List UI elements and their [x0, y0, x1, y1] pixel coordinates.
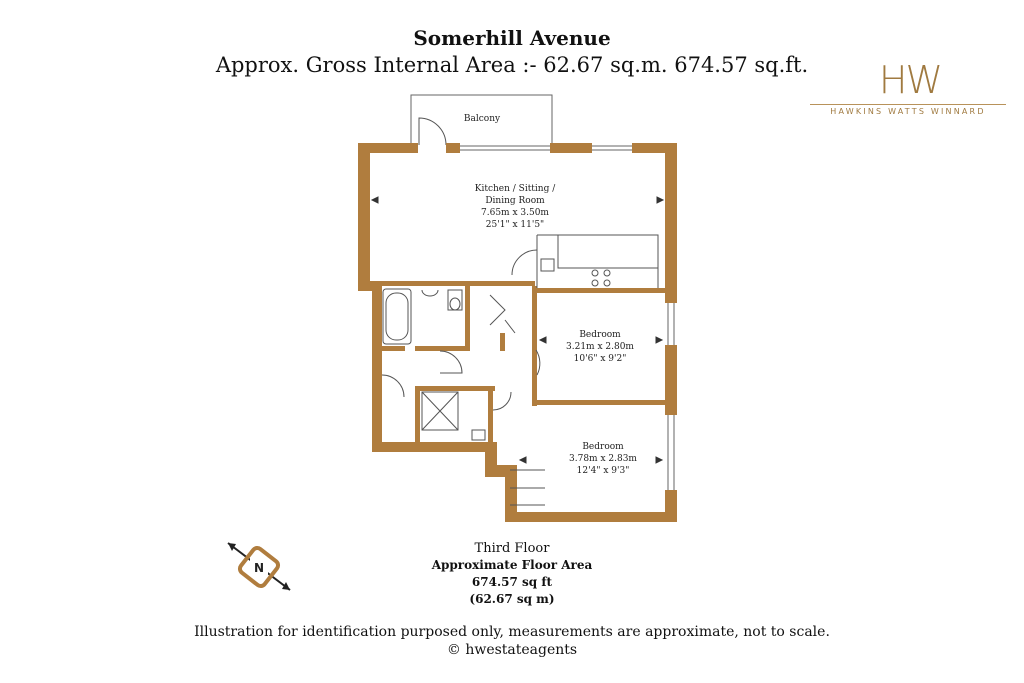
compass-icon — [228, 543, 290, 590]
room-dimension-bedroom-1-metric: 3.21m x 2.80m — [566, 342, 634, 352]
brand-logo-mark: HW — [878, 58, 942, 102]
floor-area-sqm: (62.67 sq m) — [469, 592, 555, 606]
room-label-kitchen-line2: Dining Room — [485, 196, 545, 206]
floor-title: Third Floor — [474, 541, 550, 556]
door-swing-balcony — [419, 118, 446, 145]
room-dimension-bedroom-1-imperial: 10'6" x 9'2" — [573, 354, 627, 364]
room-label-bedroom-2: Bedroom — [582, 442, 624, 452]
compass-north-label: N — [253, 561, 265, 575]
gross-area-text: Approx. Gross Internal Area :- 62.67 sq.m. 674.57 sq.ft. — [215, 53, 809, 77]
room-label-balcony: Balcony — [463, 114, 501, 124]
room-dimension-kitchen-imperial: 25'1" x 11'5" — [485, 220, 545, 230]
room-dimension-kitchen-metric: 7.65m x 3.50m — [481, 208, 549, 218]
copyright-text: © hwestateagents — [446, 642, 578, 658]
room-dimension-bedroom-2-metric: 3.78m x 2.83m — [569, 454, 637, 464]
brand-logo-text: HAWKINS WATTS WINNARD — [830, 107, 986, 116]
kitchen-units — [537, 235, 658, 288]
floor-area-heading: Approximate Floor Area — [431, 558, 593, 572]
room-label-bedroom-1: Bedroom — [579, 330, 621, 340]
property-title: Somerhill Avenue — [413, 26, 611, 50]
room-dimension-bedroom-2-imperial: 12'4" x 9'3" — [576, 466, 630, 476]
floor-area-sqft: 674.57 sq ft — [471, 575, 553, 589]
room-label-kitchen-line1: Kitchen / Sitting / — [474, 184, 556, 194]
disclaimer-text: Illustration for identification purposed only, measurements are approximate, not to scale. — [194, 624, 830, 640]
